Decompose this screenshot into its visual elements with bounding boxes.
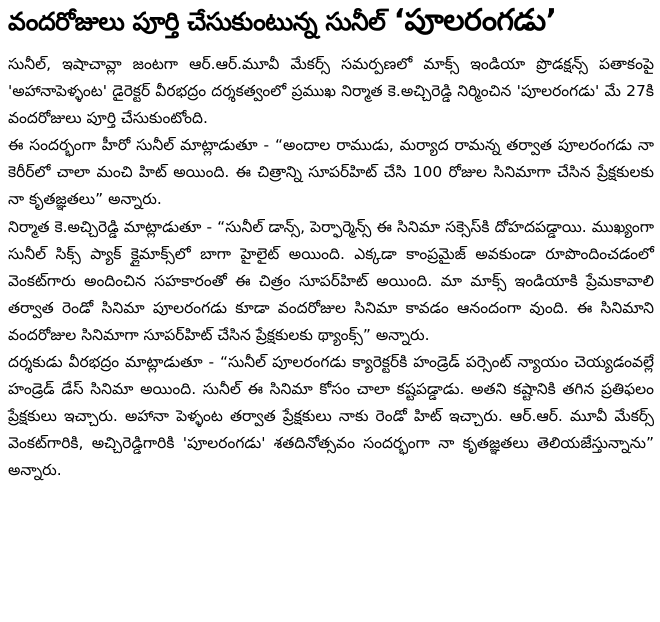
article-headline xyxy=(8,4,654,42)
article-paragraph: ఈ సందర్భంగా హీరో సునీల్ మాట్లాడుతూ - “అందాల రాముడు, మర్యాద రామన్న తర్వాత పూలరంగడు నా కెరీర్‌లో చాలా మంచి హిట్ అయింది. ఈ చిత్రాన్ని సూపర్‌హిట్ చేసి 100 రోజుల సినిమాగా చేసిన ప్రేక్షకులకు నా కృతజ్ఞతలు” అన్నారు. xyxy=(8,136,654,209)
article-paragraph: సునీల్, ఇషాచావ్లా జంటగా ఆర్.ఆర్.మూవీ మేకర్స్ సమర్పణలో మాక్స్ ఇండియా ప్రొడక్షన్స్ పతాకంపై 'అహానాపెళ్ళంట' డైరెక్టర్ వీరభద్రం దర్శకత్వంలో ప్రముఖ నిర్మాత కె.అచ్చిరెడ్డి నిర్మించిన 'పూలరంగడు' మే 27కి వందరోజులు పూర్తి చేసుకుంటోంది. xyxy=(8,55,654,128)
headline-movie-title: ‘పూలరంగడు’ xyxy=(393,4,557,38)
article-paragraph: నిర్మాత కె.అచ్చిరెడ్డి మాట్లాడుతూ - “సునీల్ డాన్స్, పెర్ఫార్మెన్స్ ఈ సినిమా సక్సెస్‌కి దోహదపడ్డాయి. ముఖ్యంగా సునీల్ సిక్స్ ప్యాక్ క్లైమాక్స్‌లో బాగా హైలైట్ అయింది. ఎక్కడా కాంప్రమైజ్ అవకుండా రూపొందించడంలో వెంకట్‌గారు అందించిన సహకారంతో ఈ చిత్రం సూపర్‌హిట్ అయింది. మా మాక్స్ ఇండియాకి ప్రేమకావాలి తర్వాత రెండో సినిమా పూలరంగడు కూడా వందరోజుల సినిమా కావడం ఆనందంగా వుంది. ఈ సినిమాని వందరోజుల సినిమాగా సూపర్‌హిట్ చేసిన ప్రేక్షకులకు థ్యాంక్స్” అన్నారు. xyxy=(8,217,654,344)
article-body xyxy=(8,51,654,485)
article-paragraph: దర్శకుడు వీరభద్రం మాట్లాడుతూ - “సునీల్ పూలరంగడు క్యారెక్టర్‌కి హండ్రెడ్ పర్సెంట్ న్యాయం చెయ్యడంవల్లే హండ్రెడ్ డేస్ సినిమా అయింది. సునీల్ ఈ సినిమా కోసం చాలా కష్టపడ్డాడు. అతని కష్టానికి తగిన ప్రతిఫలం ప్రేక్షకులు ఇచ్చారు. అహానా పెళ్ళంట తర్వాత ప్రేక్షకులు నాకు రెండో హిట్ ఇచ్చారు. ఆర్.ఆర్. మూవీ మేకర్స్ వెంకట్‌గారికి, అచ్చిరెడ్డిగారికి 'పూలరంగడు' శతదినోత్సవం సందర్భంగా నా కృతజ్ఞతలు తెలియజేస్తున్నాను” అన్నారు. xyxy=(8,353,654,480)
headline-text: వందరోజులు పూర్తి చేసుకుంటున్న సునీల్ xyxy=(8,7,394,36)
